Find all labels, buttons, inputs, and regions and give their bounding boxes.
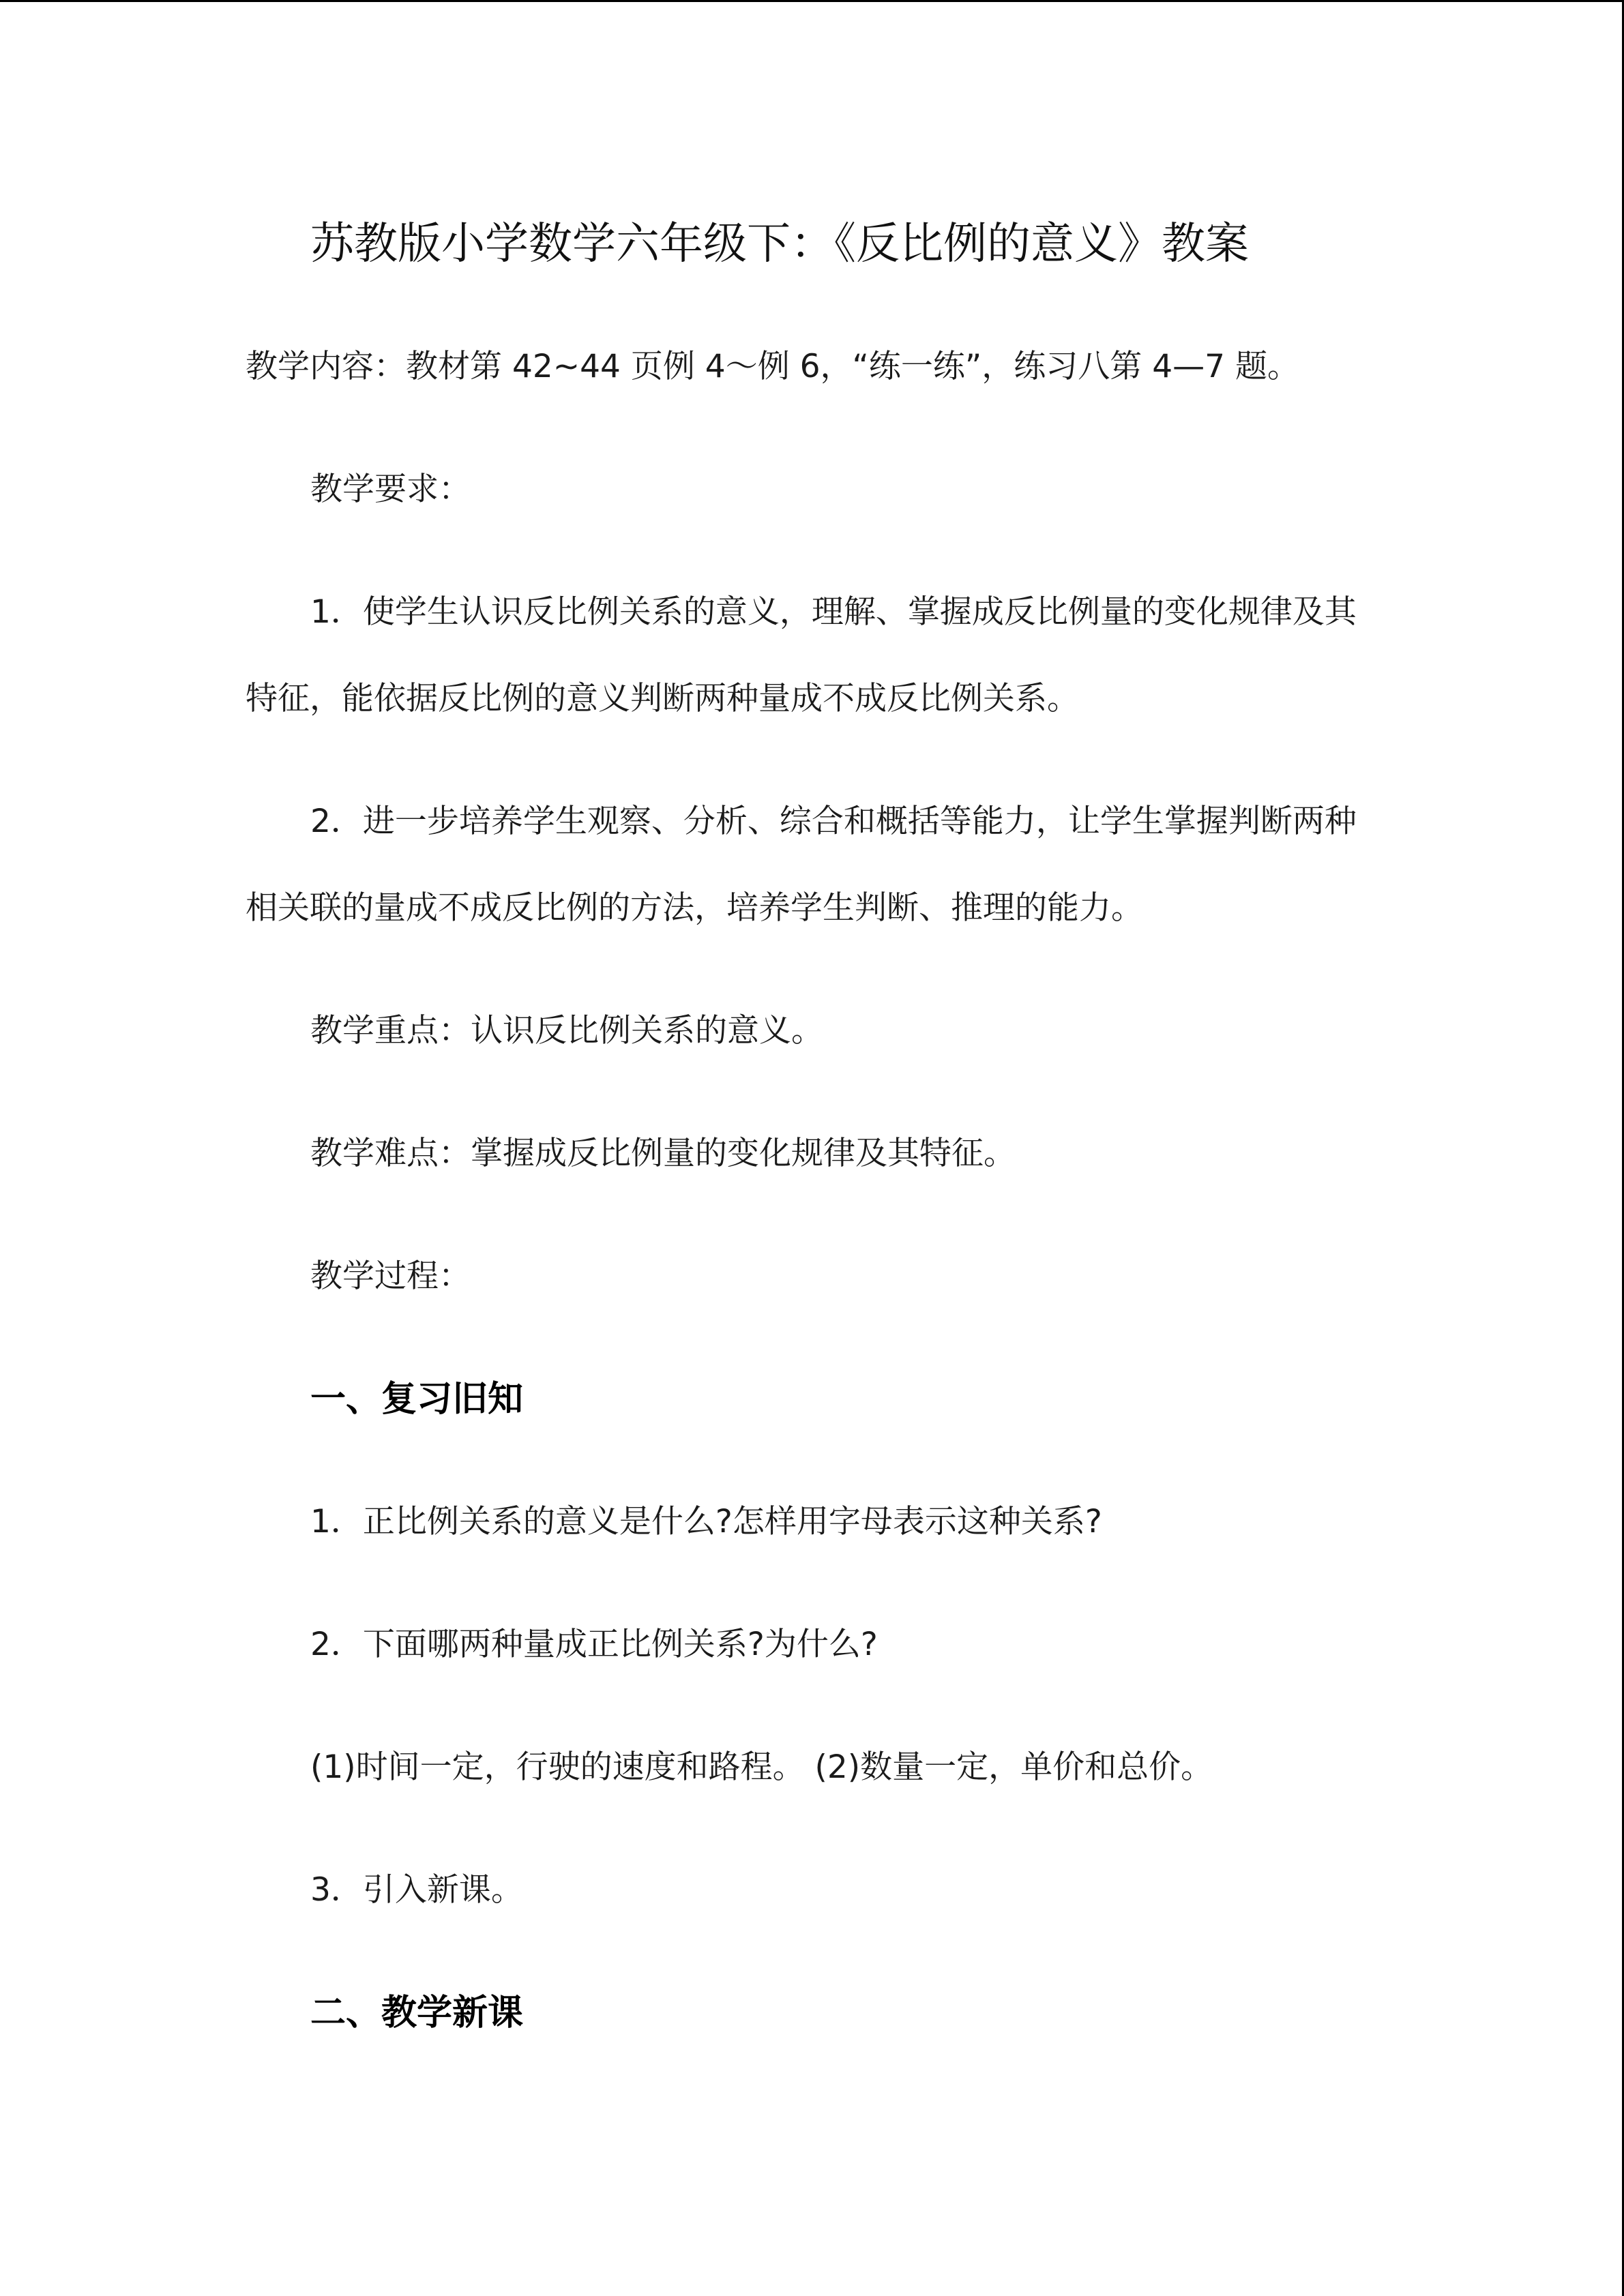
paragraph-requirement-2-line-1: 2．进一步培养学生观察、分析、综合和概括等能力，让学生掌握判断两种: [310, 803, 1357, 840]
paragraph-review-1: 1．正比例关系的意义是什么?怎样用字母表示这种关系?: [310, 1503, 1102, 1540]
paragraph-review-2-options: (1)时间一定，行驶的速度和路程。 (2)数量一定，单价和总价。: [310, 1748, 1213, 1786]
paragraph-teaching-content: 教学内容：教材第 42~44 页例 4～例 6，“练一练”，练习八第 4—7 题。: [246, 348, 1299, 385]
section-heading-new-lesson: 二、教学新课: [310, 1993, 524, 2033]
section-heading-review: 一、复习旧知: [310, 1379, 524, 1420]
paragraph-review-3: 3．引入新课。: [310, 1871, 523, 1909]
paragraph-requirement-2-line-2: 相关联的量成不成反比例的方法，培养学生判断、推理的能力。: [246, 889, 1143, 927]
paragraph-review-2: 2．下面哪两种量成正比例关系?为什么?: [310, 1626, 878, 1663]
paragraph-requirement-1-line-2: 特征，能依据反比例的意义判断两种量成不成反比例关系。: [246, 680, 1079, 717]
paragraph-teaching-requirements-label: 教学要求：: [310, 471, 471, 508]
document-title: 苏教版小学数学六年级下：《反比例的意义》教案: [310, 219, 1249, 269]
paragraph-key-point: 教学重点：认识反比例关系的意义。: [310, 1012, 823, 1049]
paragraph-difficult-point: 教学难点：掌握成反比例量的变化规律及其特征。: [310, 1135, 1016, 1172]
paragraph-teaching-process-label: 教学过程：: [310, 1257, 471, 1295]
paragraph-requirement-1-line-1: 1．使学生认识反比例关系的意义，理解、掌握成反比例量的变化规律及其: [310, 593, 1357, 631]
